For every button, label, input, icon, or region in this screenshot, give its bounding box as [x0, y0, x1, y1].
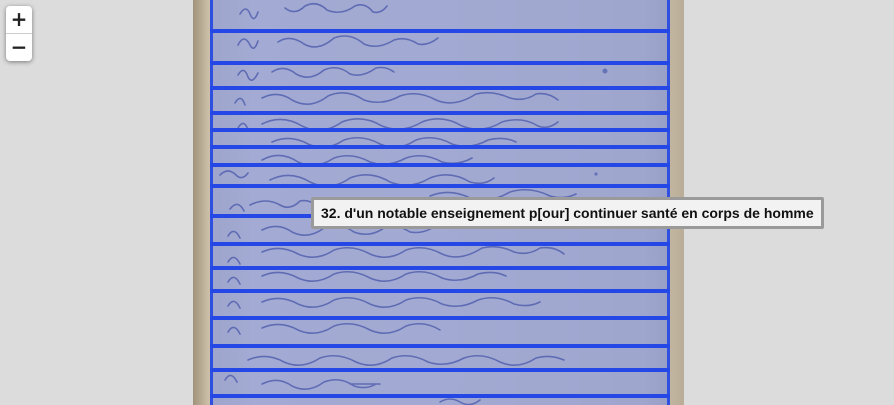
page-gutter-shadow: [193, 0, 207, 405]
zoom-control: [6, 6, 32, 61]
text-line-band[interactable]: [210, 128, 670, 132]
text-line-band[interactable]: [210, 29, 670, 33]
text-line-band[interactable]: [210, 242, 670, 246]
zoom-in-button[interactable]: +: [10, 7, 28, 31]
text-line-band[interactable]: [210, 266, 670, 270]
text-line-band[interactable]: [210, 163, 670, 167]
text-line-band[interactable]: [210, 344, 670, 348]
text-line-band[interactable]: [210, 145, 670, 149]
text-line-band[interactable]: [210, 316, 670, 320]
text-line-band[interactable]: [210, 184, 670, 188]
text-line-band[interactable]: [210, 289, 670, 293]
zoom-out-button[interactable]: −: [6, 33, 32, 61]
text-line-band[interactable]: [210, 86, 670, 90]
text-line-band[interactable]: [210, 61, 670, 65]
line-transcription-tooltip: 32. d'un notable enseignement p[our] continuer santé en corps de homme: [311, 197, 824, 229]
text-line-band[interactable]: [210, 111, 670, 115]
text-line-band[interactable]: [210, 368, 670, 372]
text-line-band[interactable]: [210, 394, 670, 398]
